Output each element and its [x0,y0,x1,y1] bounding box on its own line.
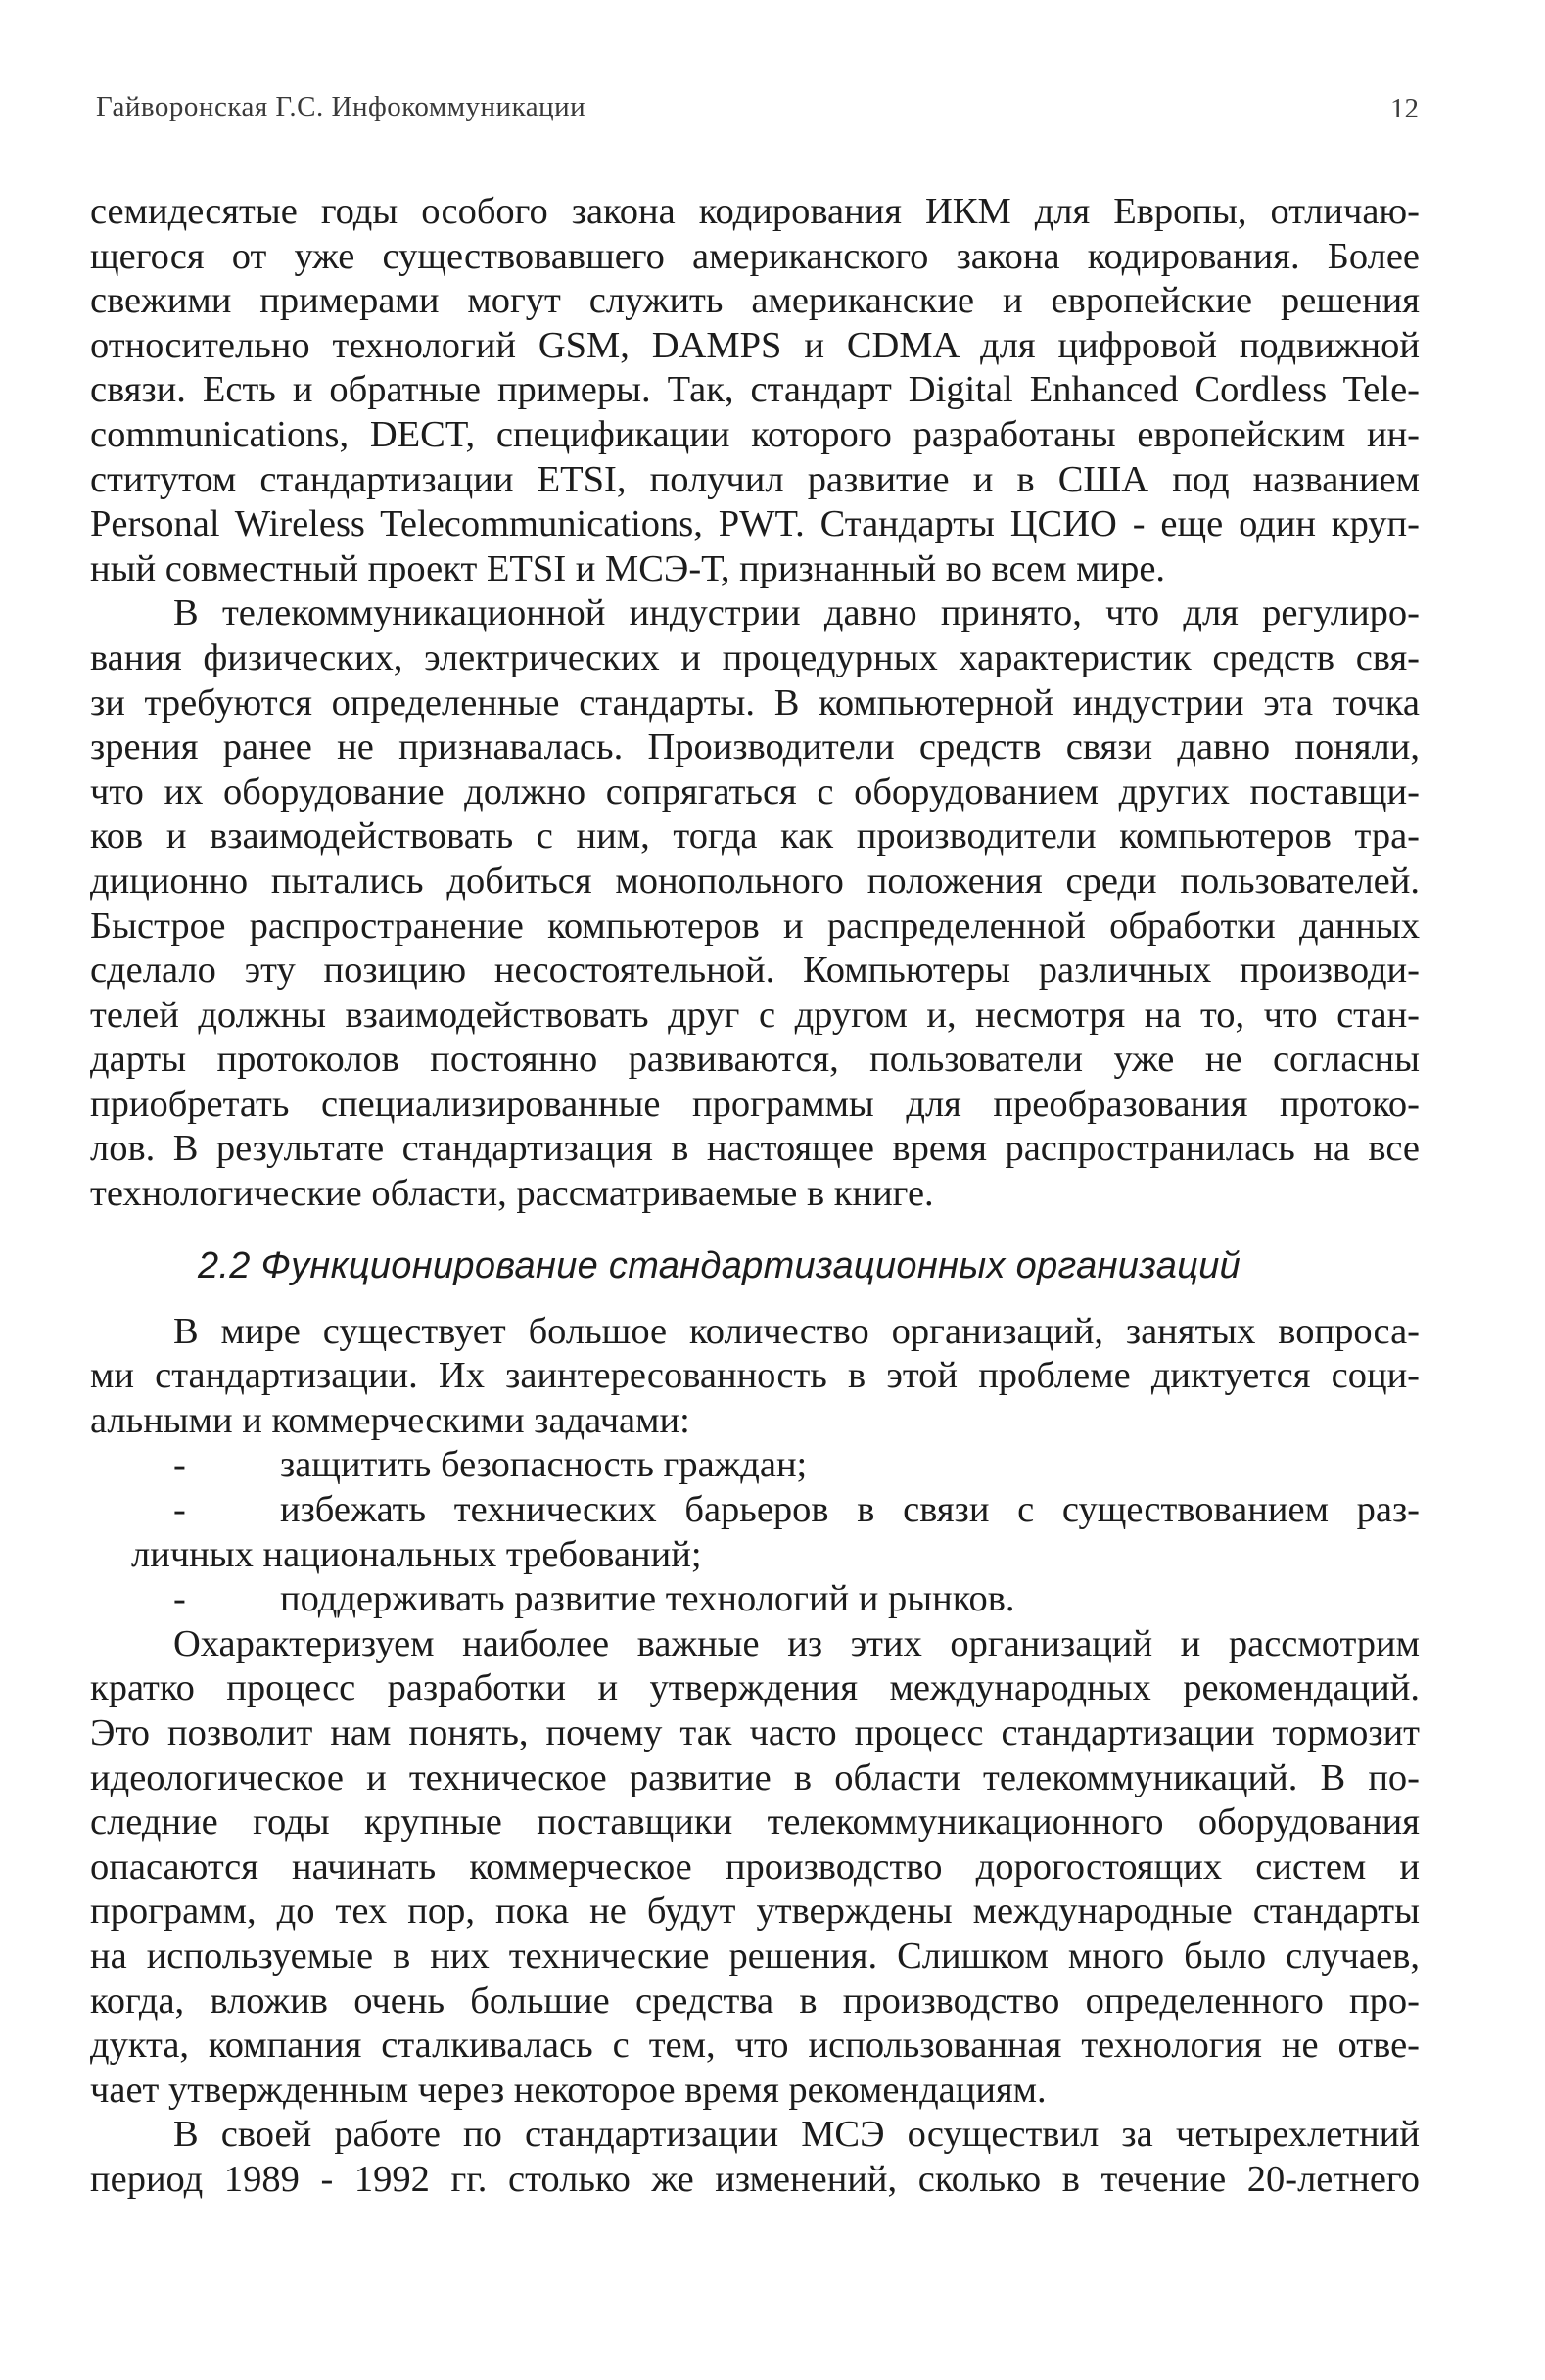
page-number: 12 [1390,93,1419,124]
text-line: communications, DECT, спецификации которого разработаны европейским ин- [90,413,1420,455]
task-list [90,1443,1420,1621]
text-line: период 1989 - 1992 гг. столько же изменений, сколько в течение 20-летнего [90,2158,1420,2200]
paragraph-organizations [90,1310,1420,1444]
text-line: ми стандартизации. Их заинтересованность в этой проблеме диктуется соци- [90,1355,1420,1397]
text-line: вания физических, электрических и процедурных характеристик средств свя- [90,636,1420,678]
text-line: программ, до тех пор, пока не будут утверждены международные стандарты [90,1890,1420,1933]
text-line: сделало эту позицию несостоятельной. Компьютеры различных производи- [90,950,1420,992]
running-header-author-title: Гайворонская Г.С. Инфокоммуникации [96,91,586,122]
text-line: когда, вложив очень большие средства в производство определенного про- [90,1980,1420,2022]
list-item [90,1577,1420,1622]
text-line: опасаются начинать коммерческое производство дорогостоящих систем и [90,1845,1420,1888]
text-line: идеологическое и техническое развитие в области телекоммуникаций. В по- [90,1756,1420,1798]
text-line: семидесятые годы особого закона кодирования ИКМ для Европы, отличаю- [90,191,1420,232]
text-line: В мире существует большое количество организаций, занятых вопроса- [173,1310,1420,1352]
list-dash: - [173,1489,186,1531]
text-line: что их оборудование должно сопрягаться с оборудованием других поставщи- [90,770,1420,813]
text-line: технологические области, рассматриваемые в книге. [90,1173,934,1215]
paragraph-itu-work [90,2113,1420,2202]
list-dash: - [173,1578,186,1620]
text-line: Охарактеризуем наиболее важные из этих организаций и рассмотрим [173,1622,1420,1664]
text-line: ститутом стандартизации ETSI, получил развитие и в США под названием [90,458,1420,500]
text-line: свежими примерами могут служить американские и европейские решения [90,280,1420,322]
list-item-text: поддерживать развитие технологий и рынков. [280,1578,1015,1620]
list-item-text: защитить безопасность граждан; [280,1444,808,1486]
list-item-text: избежать технических барьеров в связи с существованием раз- [280,1489,1420,1531]
paragraph-characterize [90,1622,1420,2114]
text-line: Это позволит нам понять, почему так часто процесс стандартизации тормозит [90,1712,1420,1753]
list-dash: - [173,1444,186,1486]
text-line: Быстрое распространение компьютеров и распределенной обработки данных [90,905,1420,947]
list-item-text-continued: личных национальных требований; [131,1533,702,1575]
text-line: лов. В результате стандартизация в настоящее время распространилась на все [90,1128,1420,1170]
text-line: дукта, компания сталкивалась с тем, что использованная технология не отве- [90,2025,1420,2067]
text-line: следние годы крупные поставщики телекоммуникационного оборудования [90,1801,1420,1843]
text-line: кратко процесс разработки и утверждения международных рекомендаций. [90,1667,1420,1709]
text-line: связи. Есть и обратные примеры. Так, стандарт Digital Enhanced Cordless Tele- [90,369,1420,411]
text-line: Personal Wireless Telecommunications, PWT. Стандарты ЦСИО - еще один круп- [90,503,1420,545]
list-item [90,1443,1420,1488]
text-line: приобретать специализированные программы для преобразования протоко- [90,1083,1420,1125]
text-line: ный совместный проект ETSI и МСЭ-Т, признанный во всем мире. [90,547,1166,589]
text-line: альными и коммерческими задачами: [90,1399,690,1441]
text-line: зи требуются определенные стандарты. В компьютерной индустрии эта точка [90,681,1420,723]
list-item [90,1488,1420,1577]
paragraph-telecom-industry [90,591,1420,1216]
text-line: ков и взаимодействовать с ним, тогда как производители компьютеров тра- [90,816,1420,858]
paragraph-continuation [90,190,1420,591]
text-line: чает утвержденным через некоторое время рекомендациям. [90,2069,1047,2111]
text-line: В своей работе по стандартизации МСЭ осуществил за четырехлетний [173,2114,1420,2156]
body-text [90,190,1420,2203]
text-line: В телекоммуникационной индустрии давно принято, что для регулиро- [173,592,1420,634]
text-line: телей должны взаимодействовать друг с другом и, несмотря на то, что стан- [90,994,1420,1036]
text-line: относительно технологий GSM, DAMPS и CDMA для цифровой подвижной [90,324,1420,366]
text-line: щегося от уже существовавшего американского закона кодирования. Более [90,235,1420,277]
section-heading: 2.2 Функционирование стандартизационных организаций [198,1244,1241,1286]
text-line: на используемые в них технические решения. Слишком много было случаев, [90,1935,1420,1977]
text-line: зрения ранее не признавалась. Производители средств связи давно поняли, [90,726,1420,769]
text-line: дарты протоколов постоянно развиваются, пользователи уже не согласны [90,1039,1420,1081]
text-line: диционно пытались добиться монопольного положения среди пользователей. [90,860,1420,902]
